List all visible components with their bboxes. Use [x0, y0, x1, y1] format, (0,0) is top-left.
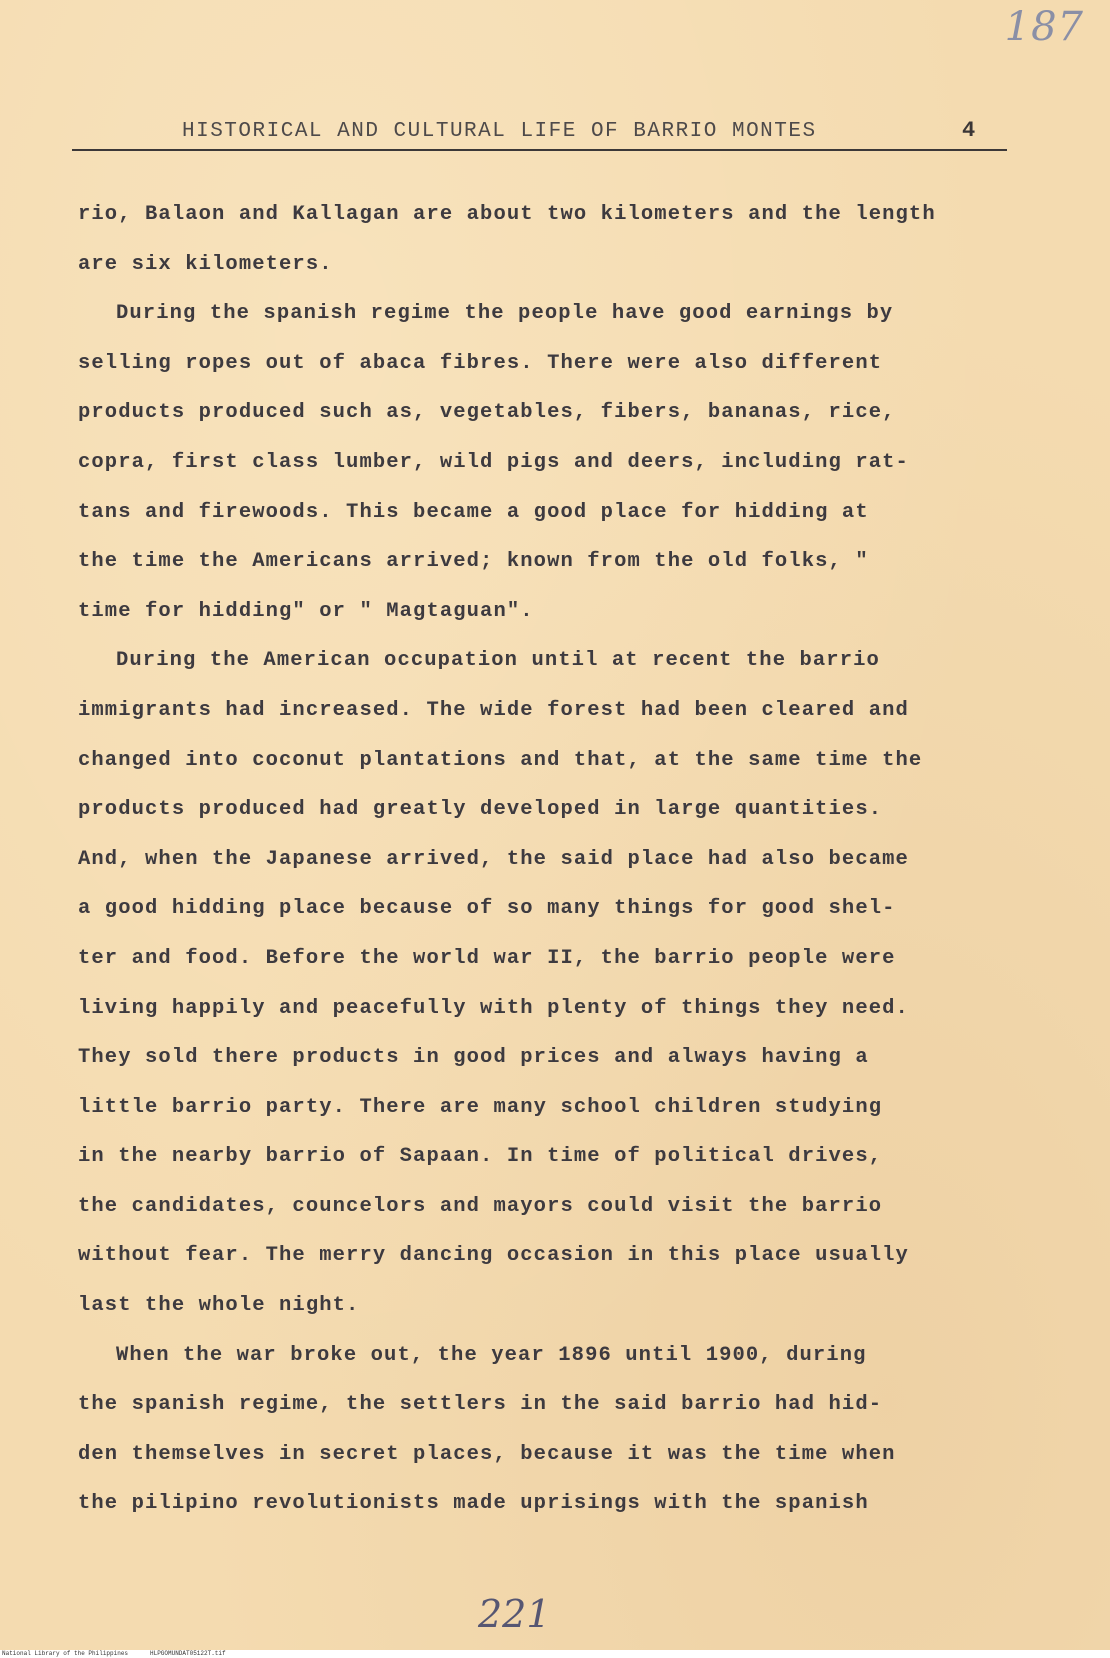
text-line: products produced such as, vegetables, fibers, bananas, rice, [78, 401, 896, 425]
text-line: copra, first class lumber, wild pigs and deers, including rat- [78, 450, 909, 474]
text-line: the spanish regime, the settlers in the said barrio had hid- [78, 1393, 883, 1417]
running-head: HISTORICAL AND CULTURAL LIFE OF BARRIO MONTES [182, 120, 817, 143]
text-line: When the war broke out, the year 1896 until 1900, during [116, 1343, 867, 1367]
header-rule [72, 149, 1007, 151]
text-line: During the American occupation until at recent the barrio [116, 649, 880, 673]
text-line: little barrio party. There are many school children studying [78, 1095, 883, 1119]
text-line: a good hidding place because of so many things for good shel- [78, 897, 896, 921]
handwritten-archive-number: 187 [1004, 4, 1084, 50]
text-line: They sold there products in good prices and always having a [78, 1046, 869, 1070]
text-line: without fear. The merry dancing occasion in this place usually [78, 1244, 909, 1268]
text-line: ter and food. Before the world war II, the barrio people were [78, 946, 896, 970]
text-line: the candidates, councelors and mayors could visit the barrio [78, 1194, 883, 1218]
text-line: tans and firewoods. This became a good place for hidding at [78, 500, 869, 524]
footer-library-credit: National Library of the Philippines [2, 1650, 129, 1657]
text-line: immigrants had increased. The wide forest had been cleared and [78, 698, 909, 722]
text-line: time for hidding" or " Magtaguan". [78, 599, 534, 623]
text-line: living happily and peacefully with plenty of things they need. [78, 996, 909, 1020]
text-line: During the spanish regime the people have good earnings by [116, 302, 894, 326]
text-line: rio, Balaon and Kallagan are about two kilometers and the length [78, 203, 936, 226]
text-line: the time the Americans arrived; known from the old folks, " [78, 550, 869, 574]
text-line: are six kilometers. [78, 252, 333, 276]
text-line: changed into coconut plantations and that, at the same time the [78, 748, 923, 772]
text-line: last the whole night. [78, 1294, 360, 1318]
body-text [78, 190, 1028, 1529]
text-line: selling ropes out of abaca fibres. There were also different [78, 351, 883, 375]
footer-file-name: HLPGOMUNDAT05122T.tif [150, 1650, 226, 1657]
text-line: products produced had greatly developed in large quantities. [78, 798, 883, 822]
page-header [72, 118, 1012, 148]
text-line: in the nearby barrio of Sapaan. In time of political drives, [78, 1145, 883, 1169]
text-line: the pilipino revolutionists made uprisings with the spanish [78, 1492, 869, 1516]
text-line: den themselves in secret places, because it was the time when [78, 1442, 896, 1466]
page-number: 4 [962, 118, 976, 143]
handwritten-page-mark: 221 [478, 1592, 551, 1636]
text-line: And, when the Japanese arrived, the said place had also became [78, 847, 909, 871]
